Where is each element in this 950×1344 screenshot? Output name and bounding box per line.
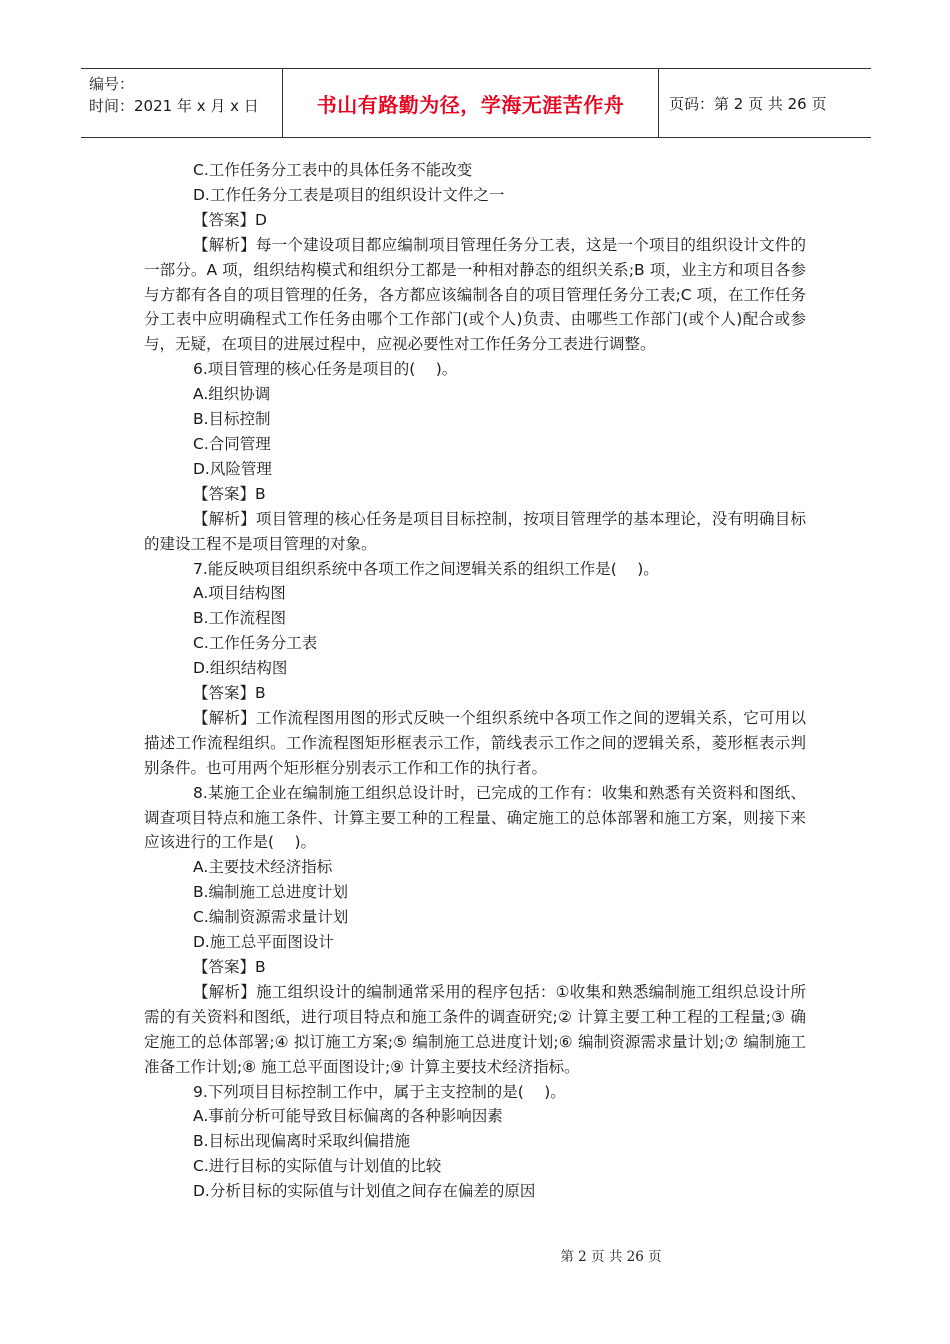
question-line: 9.下列项目目标控制工作中，属于主支控制的是( )。 (193, 1082, 566, 1101)
question-line: A.项目结构图 (193, 584, 286, 603)
question-line: 【答案】B (193, 958, 266, 976)
question-line: D.分析目标的实际值与计划值之间存在偏差的原因 (193, 1182, 536, 1201)
paragraph: 【解析】施工组织设计的编制通常采用的程序包括：①收集和熟悉编制施工组织总设计所需的有关资料和图纸，进行项目特点和施工条件的调查研究;② 计算主要工种工程的工程量;③ 确定施工的总体部署;④ 拟订施工方案;⑤ 编制施工总进度计划;⑥ 编制资源需求量计划;⑦ 编制施工准备工作计划;⑧ 施工总平面图设计;⑨ 计算主要技术经济指标。 (144, 982, 806, 1076)
question-line: C.进行目标的实际值与计划值的比较 (193, 1157, 442, 1176)
page-footer: 第 2 页 共 26 页 (560, 1249, 662, 1265)
question-line: C.工作任务分工表中的具体任务不能改变 (193, 161, 473, 179)
motto: 书山有路勤为径，学海无涯苦作舟 (316, 92, 625, 117)
question-line: 【答案】B (193, 684, 266, 703)
serial-label: 编号： (89, 75, 135, 93)
question-line: C.工作任务分工表 (193, 634, 318, 653)
question-line: 【答案】D (193, 210, 267, 229)
paragraph: 【解析】项目管理的核心任务是项目目标控制，按项目管理学的基本理论，没有明确目标的建设工程不是项目管理的对象。 (144, 509, 806, 553)
question-line: B.编制施工总进度计划 (193, 883, 349, 902)
paragraph: 【解析】每一个建设项目都应编制项目管理任务分工表，这是一个项目的组织设计文件的一部分。A 项，组织结构模式和组织分工都是一种相对静态的组织关系;B 项，业主方和项目各参与方都有各自的项目管理的任务，各方都应该编制各自的项目管理任务分工表;C 项，在工作任务分工表中应明确程式工作任务由哪个工作部门(或个人)负责、由哪些工作部门(或个人)配合或参与，无疑，在项目的进展过程中，应视必要性对工作任务分工表进行调整。 (144, 235, 806, 354)
header-motto-cell (283, 69, 659, 137)
question-line: B.工作流程图 (193, 609, 287, 628)
question-line: 【答案】B (193, 484, 266, 503)
question-line: D.风险管理 (193, 459, 272, 478)
header-page-cell (659, 69, 871, 137)
date-label: 时间：2021 年 x 月 x 日 (89, 97, 259, 115)
question-line: B.目标出现偏离时采取纠偏措施 (193, 1132, 411, 1151)
header-meta-cell (81, 69, 283, 137)
question-line: B.目标控制 (193, 410, 271, 429)
paragraph: 8.某施工企业在编制施工组织总设计时，已完成的工作有：收集和熟悉有关资料和图纸、调查项目特点和施工条件、计算主要工种的工程量、确定施工的总体部署和施工方案，则接下来应该进行的工作是( )。 (144, 783, 806, 852)
page-info: 页码：第 2 页 共 26 页 (669, 94, 827, 113)
question-line: A.组织协调 (193, 385, 271, 404)
question-line: A.事前分析可能导致目标偏离的各种影响因素 (193, 1107, 503, 1126)
question-line: D.工作任务分工表是项目的组织设计文件之一 (193, 185, 505, 204)
question-line: D.组织结构图 (193, 659, 288, 678)
question-line: A.主要技术经济指标 (193, 858, 333, 877)
paragraph: 【解析】工作流程图用图的形式反映一个组织系统中各项工作之间的逻辑关系，它可用以描述工作流程组织。工作流程图矩形框表示工作，箭线表示工作之间的逻辑关系，菱形框表示判别条件。也可用两个矩形框分别表示工作和工作的执行者。 (144, 708, 806, 777)
question-line: 6.项目管理的核心任务是项目的( )。 (193, 360, 458, 379)
document-body (144, 158, 806, 1204)
page-header (81, 68, 871, 138)
question-line: C.编制资源需求量计划 (193, 908, 349, 927)
question-line: 7.能反映项目组织系统中各项工作之间逻辑关系的组织工作是( )。 (193, 559, 659, 578)
question-line: D.施工总平面图设计 (193, 933, 334, 952)
question-line: C.合同管理 (193, 434, 271, 453)
